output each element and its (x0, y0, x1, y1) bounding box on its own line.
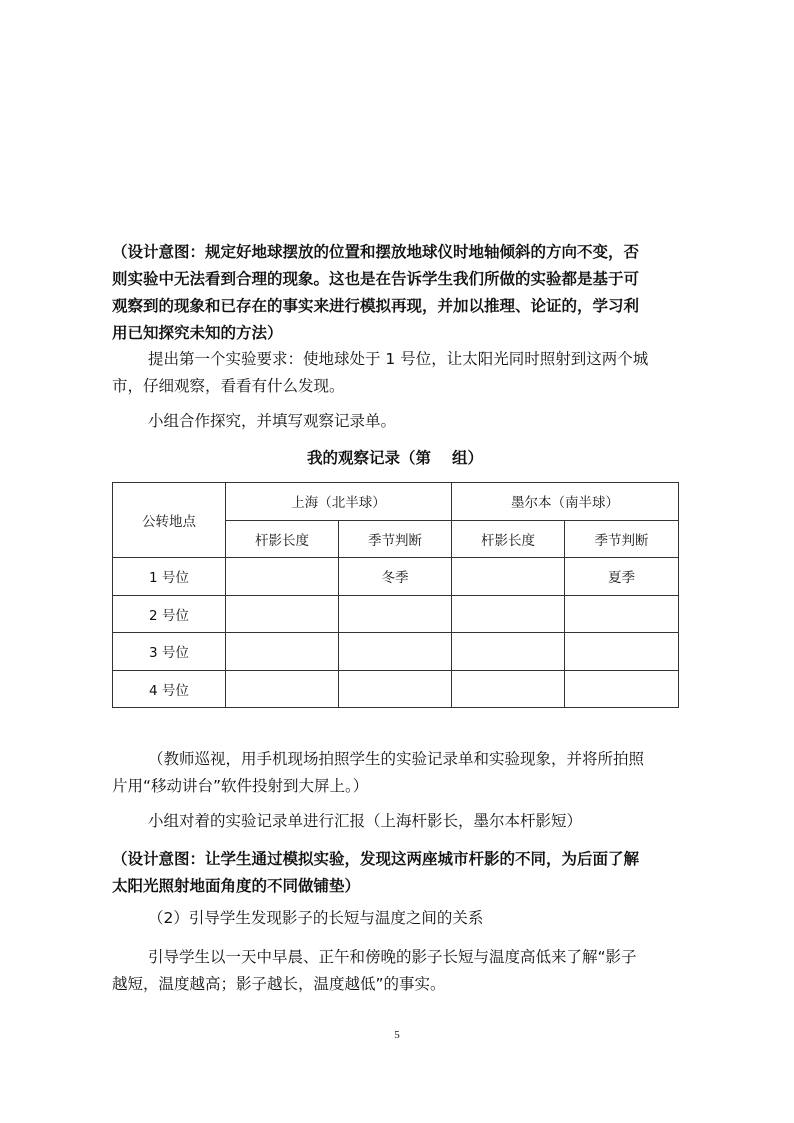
table-cell[interactable] (452, 670, 565, 708)
table-cell[interactable] (339, 670, 452, 708)
row-label: 1 号位 (113, 558, 226, 596)
paragraph-line: 小组合作探究，并填写观察记录单。 (148, 412, 397, 430)
row-label: 2 号位 (113, 595, 226, 633)
table-cell[interactable] (452, 595, 565, 633)
table-cell[interactable] (452, 558, 565, 596)
table-cell[interactable] (565, 670, 679, 708)
teacher-patrol-paragraph (112, 746, 692, 800)
table-title: 我的观察记录（第 组） (307, 449, 483, 467)
paragraph-line: 片用“移动讲台”软件投射到大屏上。） (112, 777, 369, 795)
subheader-shadow-length: 杆影长度 (452, 520, 565, 558)
paragraph-line: （2）引导学生发现影子的长短与温度之间的关系 (148, 909, 484, 927)
table-cell[interactable] (226, 595, 339, 633)
paragraph-line: 市，仔细观察，看看有什么发现。 (112, 377, 345, 395)
row-label: 4 号位 (113, 670, 226, 708)
paragraph-line: 小组对着的实验记录单进行汇报（上海杆影长，墨尔本杆影短） (148, 812, 583, 830)
header-position: 公转地点 (113, 483, 226, 558)
guide-paragraph (112, 944, 692, 998)
table-cell[interactable] (226, 558, 339, 596)
table-cell[interactable] (226, 633, 339, 671)
experiment-requirement-paragraph (112, 346, 692, 400)
table-row (113, 595, 679, 633)
page-number: 5 (394, 1029, 400, 1041)
paragraph-line: （教师巡视，用手机现场拍照学生的实验记录单和实验现象，并将所拍照 (148, 750, 645, 768)
note-line: 太阳光照射地面角度的不同做铺垫） (112, 876, 361, 895)
row-label: 3 号位 (113, 633, 226, 671)
table-row (113, 558, 679, 596)
paragraph-line: 引导学生以一天中早晨、正午和傍晚的影子长短与温度高低来了解“影子 (148, 948, 637, 966)
note-line: 则实验中无法看到合理的现象。这也是在告诉学生我们所做的实验都是基于可 (112, 269, 640, 288)
table-cell[interactable] (339, 633, 452, 671)
subheader-season: 季节判断 (339, 520, 452, 558)
subheader-shadow-length: 杆影长度 (226, 520, 339, 558)
note-line: 观察到的现象和已存在的事实来进行模拟再现，并加以推理、论证的，学习利 (112, 296, 640, 315)
table-row (113, 670, 679, 708)
table-header-row (113, 483, 679, 521)
subheader-season: 季节判断 (565, 520, 679, 558)
table-cell[interactable]: 冬季 (339, 558, 452, 596)
group-report-paragraph (112, 808, 692, 835)
table-cell[interactable] (452, 633, 565, 671)
table-cell[interactable] (339, 595, 452, 633)
table-cell[interactable]: 夏季 (565, 558, 679, 596)
table-cell[interactable] (226, 670, 339, 708)
table-cell[interactable] (565, 595, 679, 633)
paragraph-line: 越短，温度越高；影子越长，温度越低”的事实。 (112, 975, 446, 993)
design-intent-note-2 (112, 845, 692, 899)
header-melbourne: 墨尔本（南半球） (452, 483, 679, 521)
note-line: （设计意图：让学生通过模拟实验，发现这两座城市杆影的不同，为后面了解 (112, 849, 640, 868)
group-work-paragraph (112, 408, 692, 435)
observation-table (112, 482, 679, 708)
note-line: 用已知探究未知的方法） (112, 323, 283, 342)
table-row (113, 633, 679, 671)
note-line: （设计意图：规定好地球摆放的位置和摆放地球仪时地轴倾斜的方向不变，否 (112, 242, 640, 261)
design-intent-note-1 (112, 238, 692, 346)
step-2-heading (112, 905, 692, 932)
header-shanghai: 上海（北半球） (226, 483, 452, 521)
paragraph-line: 提出第一个实验要求：使地球处于 1 号位，让太阳光同时照射到这两个城 (148, 350, 649, 368)
table-cell[interactable] (565, 633, 679, 671)
